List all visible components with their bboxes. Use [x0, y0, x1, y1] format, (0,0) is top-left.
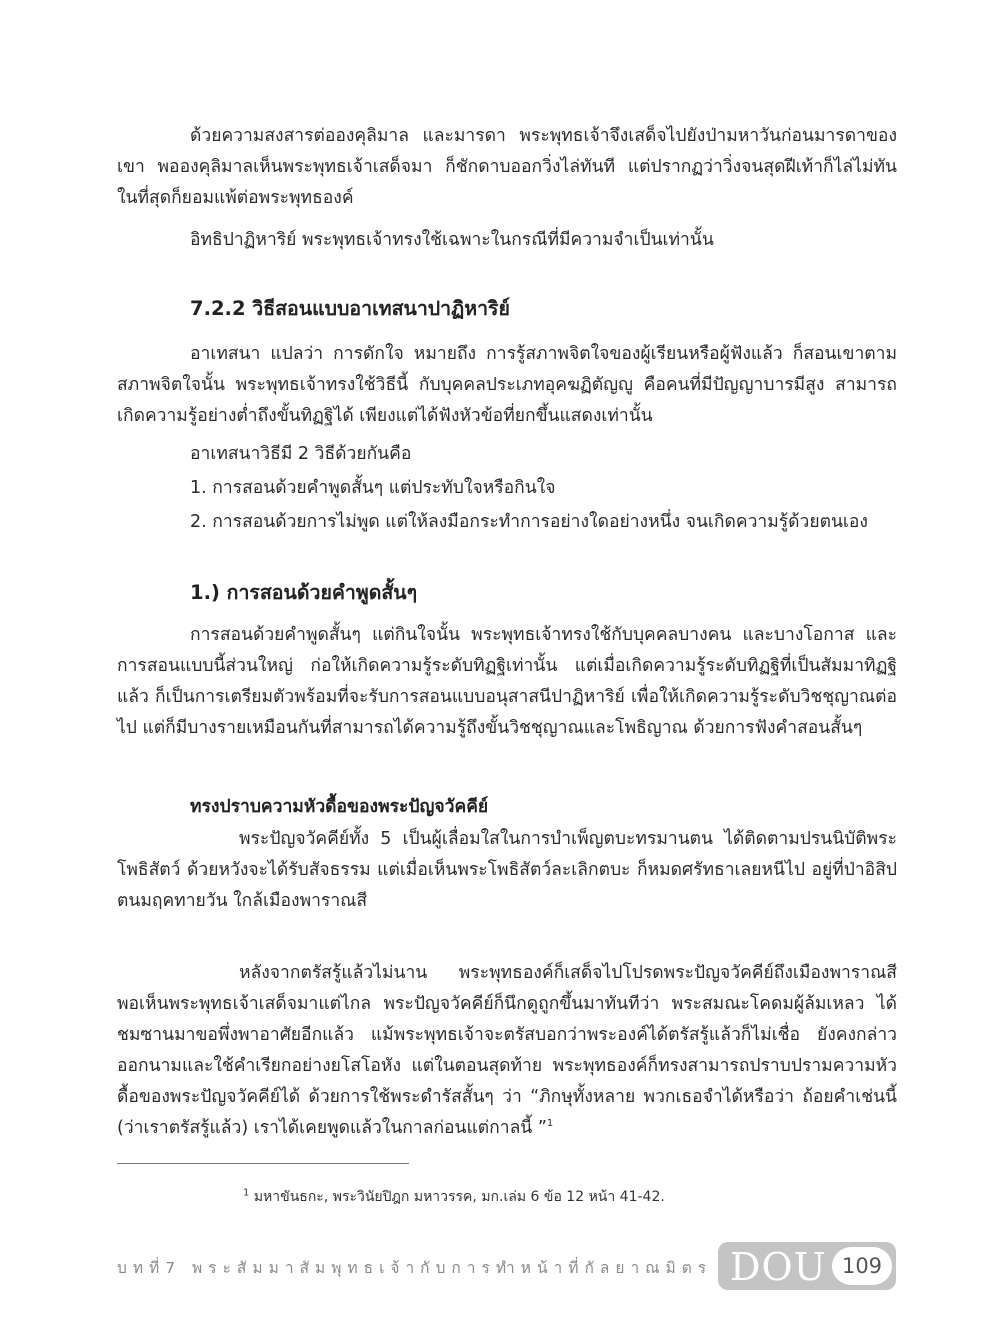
paragraph-text: [117, 958, 897, 1144]
footnote-reference[interactable]: 1: [546, 1118, 554, 1130]
paragraph-text: อาเทสนา แปลว่า การดักใจ หมายถึง การรู้สภาพจิตใจของผู้เรียนหรือผู้ฟังแล้ว ก็สอนเขาตามสภาพจิตใจนั้น พระพุทธเจ้าทรงใช้วิธีนี้ กับบุคคลประเภทอุคฆฏิตัญญู คือคนที่มีปัญญาบารมีสูง สามารถเกิดความรู้อย่างต่ำถึงขั้นทิฏฐิได้ เพียงแต่ได้ฟังหัวข้อที่ยกขึ้นแสดงเท่านั้น: [117, 344, 897, 426]
dou-logo-text: DOU: [730, 1245, 827, 1289]
footnote: [243, 1186, 665, 1208]
page-number: 109: [832, 1247, 892, 1285]
paragraph-panca-2: [117, 958, 897, 1144]
list-item-text: 2. การสอนด้วยการไม่พูด แต่ให้ลงมือกระทำการอย่างใดอย่างหนึ่ง จนเกิดความรู้ด้วยตนเอง: [190, 512, 868, 532]
paragraph-text: ด้วยความสงสารต่อองคุลิมาล และมารดา พระพุทธเจ้าจึงเสด็จไปยังป่ามหาวันก่อนมารดาของเขา พอองคุลิมาลเห็นพระพุทธเจ้าเสด็จมา ก็ชักดาบออกวิ่งไล่ทันที แต่ปรากฏว่าวิ่งจนสุดฝีเท้าก็ไล่ไม่ทัน ในที่สุดก็ยอมแพ้ต่อพระพุทธองค์: [117, 126, 897, 208]
paragraph-panca-1: [117, 824, 897, 917]
footnote-divider: [117, 1163, 409, 1164]
sub-heading-panca: [117, 792, 897, 822]
paragraph-two-methods: [117, 439, 897, 470]
section-heading-722: [117, 294, 897, 324]
section-heading: 7.2.2 วิธีสอนแบบอาเทสนาปาฏิหาริย์: [190, 297, 510, 320]
paragraph-angulimala: [117, 121, 897, 214]
paragraph-body: หลังจากตรัสรู้แล้วไม่นาน พระพุทธองค์ก็เสด็จไปโปรดพระปัญจวัคคีย์ถึงเมืองพาราณสี พอเห็นพระพุทธเจ้าเสด็จมาแต่ไกล พระปัญจวัคคีย์ก็นึกดูถูกขึ้นมาทันทีว่า พระสมณะโคดมผู้ล้มเหลว ได้ชมซานมาขอพึ่งพาอาศัยอีกแล้ว แม้พระพุทธเจ้าจะตรัสบอกว่าพระองค์ได้ตรัสรู้แล้วก็ไม่เชื่อ ยังคงกล่าวออกนามและใช้คำเรียกอย่างยโสโอหัง แต่ในตอนสุดท้าย พระพุทธองค์ก็ทรงสามารถปราบปรามความหัวดื้อของพระปัญจวัคคีย์ได้ ด้วยการใช้พระดำรัสสั้นๆ ว่า “ภิกษุทั้งหลาย พวกเธอจำได้หรือว่า ถ้อยคำเช่นนี้ (ว่าเราตรัสรู้แล้ว) เราได้เคยพูดแล้วในกาลก่อนแต่กาลนี้ ”: [117, 963, 897, 1138]
dou-badge: [718, 1242, 896, 1290]
paragraph-text: อาเทสนาวิธีมี 2 วิธีด้วยกันคือ: [190, 444, 412, 464]
section-heading-short-words: [117, 578, 897, 608]
running-footer-title: บทที่7 พระสัมมาสัมพุทธเจ้ากับการทำหน้าที่กัลยาณมิตร: [117, 1259, 713, 1277]
paragraph-adesana: [117, 339, 897, 432]
sub-heading: ทรงปราบความหัวดื้อของพระปัญจวัคคีย์: [190, 797, 489, 817]
paragraph-text: อิทธิปาฏิหาริย์ พระพุทธเจ้าทรงใช้เฉพาะในกรณีที่มีความจำเป็นเท่านั้น: [190, 230, 714, 250]
paragraph-text: การสอนด้วยคำพูดสั้นๆ แต่กินใจนั้น พระพุทธเจ้าทรงใช้กับบุคคลบางคน และบางโอกาส และการสอนแบบนี้ส่วนใหญ่ ก่อให้เกิดความรู้ระดับทิฏฐิเท่านั้น แต่เมื่อเกิดความรู้ระดับทิฏฐิที่เป็นสัมมาทิฏฐิแล้ว ก็เป็นการเตรียมตัวพร้อมที่จะรับการสอนแบบอนุสาสนีปาฏิหาริย์ เพื่อให้เกิดความรู้ระดับวิชชุญาณต่อไป แต่ก็มีบางรายเหมือนกันที่สามารถได้ความรู้ถึงขั้นวิชชุญาณและโพธิญาณ ด้วยการฟังคำสอนสั้นๆ: [117, 625, 897, 738]
paragraph-text: พระปัญจวัคคีย์ทั้ง 5 เป็นผู้เลื่อมใสในการบำเพ็ญตบะทรมานตน ได้ติดตามปรนนิบัติพระโพธิสัตว์ ด้วยหวังจะได้รับสัจธรรม แต่เมื่อเห็นพระโพธิสัตว์ละเลิกตบะ ก็หมดศรัทธาเลยหนีไป อยู่ที่ป่าอิสิปตนมฤคทายวัน ใกล้เมืองพาราณสี: [117, 829, 897, 911]
paragraph-short-words: [117, 620, 897, 744]
footnote-text: มหาขันธกะ, พระวินัยปิฎก มหาวรรค, มก.เล่ม 6 ข้อ 12 หน้า 41-42.: [249, 1189, 665, 1205]
list-item-1: [117, 473, 897, 504]
section-heading: 1.) การสอนด้วยคำพูดสั้นๆ: [190, 581, 418, 604]
list-item-text: 1. การสอนด้วยคำพูดสั้นๆ แต่ประทับใจหรือกินใจ: [190, 478, 556, 498]
list-item-2: [117, 507, 897, 538]
footnote-mark: 1: [243, 1187, 250, 1199]
paragraph-iddhi: [117, 225, 897, 256]
